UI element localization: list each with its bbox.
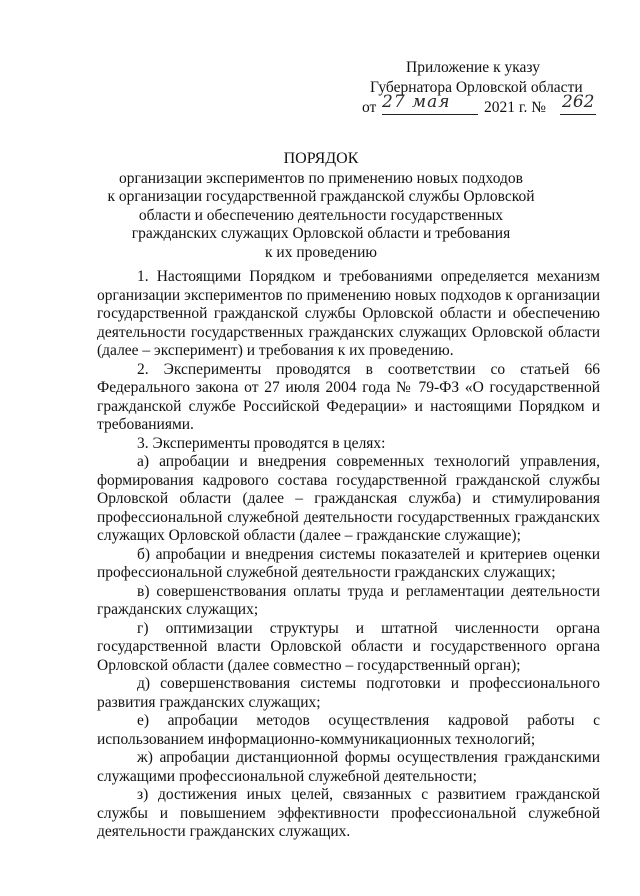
document-title bbox=[96, 150, 546, 262]
list-item-e: е) апробации методов осуществления кадровой работы с использованием информационно-коммуникационных технологий; bbox=[97, 712, 600, 748]
paragraph-3: 3. Эксперименты проводятся в целях: bbox=[137, 434, 386, 452]
title-line: к организации государственной гражданской службы Орловской bbox=[107, 188, 535, 205]
list-item-a: а) апробации и внедрения современных технологий управления, формирования кадрового состава государственной гражданской службы Орловской области (далее – гражданская служба) и стимулирования профессиональной служебной деятельности государственных гражданских служащих Орловской области (далее – гражданские служащие); bbox=[97, 453, 600, 544]
handwritten-date: 27 мая bbox=[382, 92, 451, 112]
title-line: гражданских служащих Орловской области и требования bbox=[131, 225, 511, 242]
title-line: организации экспериментов по применению новых подходов bbox=[119, 169, 523, 187]
title-line: области и обеспечению деятельности государственных bbox=[138, 206, 504, 224]
decree-date-line bbox=[362, 92, 602, 118]
list-item-z: з) достижения иных целей, связанных с развитием гражданской службы и повышением эффективности профессиональной служебной деятельности гражданских служащих. bbox=[97, 786, 600, 840]
list-item-v: в) совершенствования оплаты труда и регламентации деятельности гражданских служащих; bbox=[97, 582, 600, 618]
appendix-header bbox=[362, 58, 602, 118]
list-item-zh: ж) апробации дистанционной формы осуществления гражданскими служащими профессиональной служебной деятельности; bbox=[97, 749, 600, 785]
appendix-line-2: Губернатора Орловской области bbox=[370, 79, 583, 96]
date-prefix: от bbox=[362, 99, 377, 116]
list-item-b: б) апробации и внедрения системы показателей и критериев оценки профессиональной служебной деятельности гражданских служащих; bbox=[97, 545, 600, 581]
number-underline bbox=[560, 114, 596, 115]
document-body bbox=[97, 268, 600, 842]
appendix-line-1: Приложение к указу bbox=[406, 59, 540, 76]
title-heading: ПОРЯДОК bbox=[283, 150, 359, 167]
year-and-number-label: 2021 г. № bbox=[484, 99, 547, 116]
title-line: к их проведению bbox=[265, 243, 377, 261]
list-item-d: д) совершенствования системы подготовки и профессионального развития гражданских служащих; bbox=[97, 675, 600, 711]
paragraph-1: 1. Настоящими Порядком и требованиями определяется механизм организации экспериментов по применению новых подходов к организации государственной гражданской службы Орловской области и обеспечению деятельности государственных гражданских служащих Орловской области (далее – эксперимент) и требования к их проведению. bbox=[97, 268, 600, 359]
paragraph-2: 2. Эксперименты проводятся в соответствии со статьей 66 Федерального закона от 27 июля 2004 года № 79-ФЗ «О государственной гражданской службе Российской Федерации» и настоящими Порядком и требованиями. bbox=[97, 360, 600, 433]
list-item-g: г) оптимизации структуры и штатной численности органа государственной власти Орловской области и государственного органа Орловской области (далее совместно – государственный орган); bbox=[97, 619, 600, 674]
handwritten-number: 262 bbox=[562, 92, 595, 112]
date-underline bbox=[382, 114, 478, 115]
